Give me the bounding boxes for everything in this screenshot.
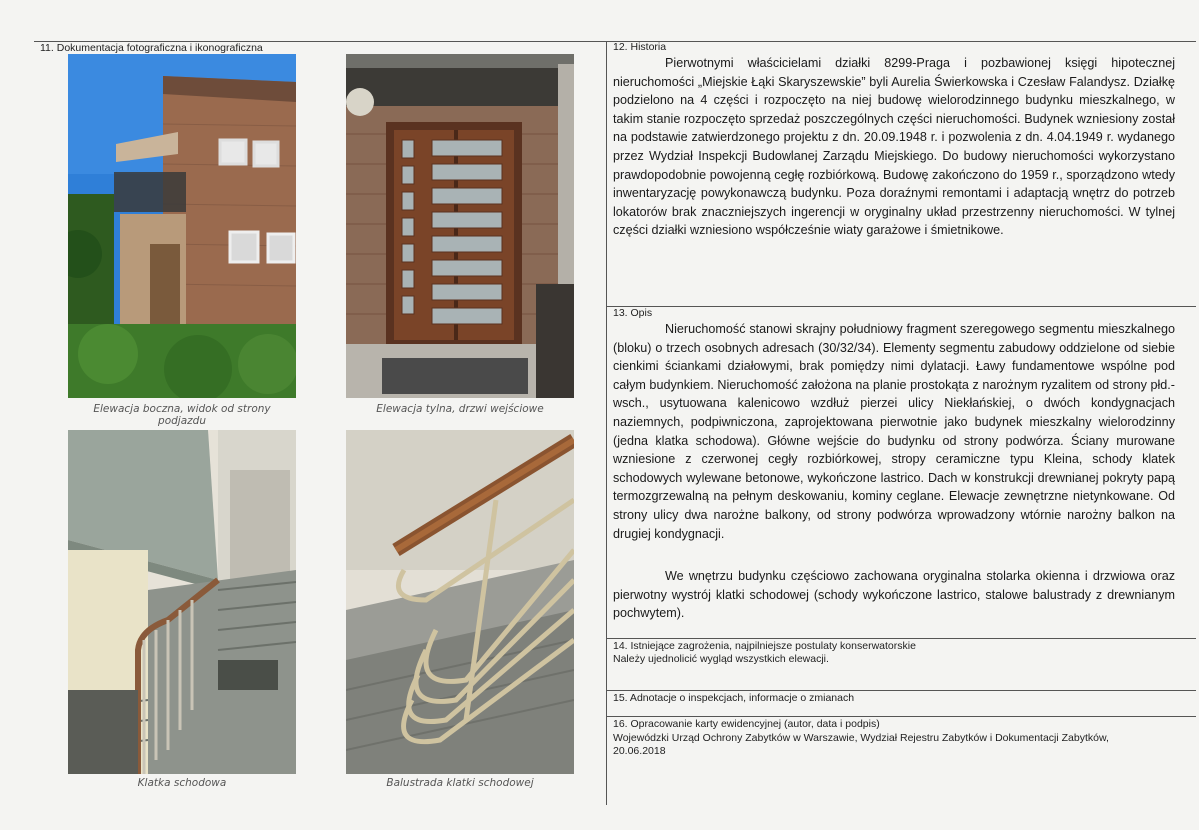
caption-staircase: Klatka schodowa (137, 777, 227, 789)
author-line-1: Wojewódzki Urząd Ochrony Zabytków w Warszawie, Wydział Rejestru Zabytków i Dokumentacji Zabytków, (613, 732, 1109, 744)
section-13-label: 13. Opis (613, 307, 653, 319)
section-12-label: 12. Historia (613, 41, 667, 53)
photo-entrance-door (346, 54, 574, 398)
threats-text: Należy ujednolicić wygląd wszystkich elewacji. (613, 653, 829, 665)
history-text: Pierwotnymi właścicielami działki 8299-Praga i pozbawionej księgi hipotecznej nieruchomości „Miejskie Łąki Skaryszewskie” byli Aurelia Świerkowska i Czesław Falandysz. Działkę podzielono na 4 części i rozpoczęto na niej budowę wielorodzinnego budynku mieszkalnego, w takim stanie rozpoczęto sprzedaż poszczególnych części nieruchomości. Budynek wzniesiony został na podstawie zatwierdzonego projektu z dn. 20.09.1948 r. i pozwolenia z dn. 4.04.1949 r. wydanego przez Wydział Inspekcji Budowlanej Zarządu Miejskiego. Do budowy nieruchomości wykorzystano prawdopodobnie powojenną cegłę rozbiórkową. Budowę zakończono do 1959 r., sporządzono wtedy inwentaryzację powykonawczą budynku. Poza doraźnymi remontami i adaptacją wnętrz do potrzeb lokatorów brak znaczniejszych ingerencji w oryginalny układ przestrzenny nieruchomości. W tylnej części działki wzniesiono współcześnie wiaty garażowe i śmietnikowe. (613, 56, 1175, 238)
caption-balustrade: Balustrada klatki schodowej (386, 777, 534, 789)
caption-side-elevation: Elewacja boczna, widok od strony podjazdu (93, 403, 271, 427)
photo-balustrade (346, 430, 574, 774)
description-text-1: Nieruchomość stanowi skrajny południowy fragment szeregowego segmentu mieszkalnego (bloku) o trzech osobnych adresach (30/32/34). Elementy segmentu zabudowy oddzielone od siebie cienkimi ściankami działowymi, brak pomiędzy nimi dylatacji. Ławy fundamentowe wspólne pod całym budynkiem. Nieruchomość założona na planie prostokąta z narożnym ryzalitem od strony płd.-wsch., usytuowana kalenicowo wzdłuż pierzei ulicy Niekłańskiej, o dwóch kondygnacjach naziemnych, podpiwniczona, zaprojektowana pierwotnie jako budynek mieszkalny wielorodzinny (jedna klatka schodowa). Główne wejście do budynku od strony podwórza. Ściany murowane wzniesione z czerwonej cegły rozbiórkowej, stropy ceramiczne typu Kleina, schody klatek schodowych wylewane betonowe, wykończone lastrico. Dach w konstrukcji drewnianej pokryty papą termozgrzewalną na pełnym deskowaniu, kominy ceglane. Elewacje zewnętrzne nietynkowane. Od strony ulicy dwa narożne balkony, od strony podwórza wprowadzony wtórnie narożny balkon na drugiej kondygnacji. (613, 322, 1175, 541)
description-text-2: We wnętrzu budynku częściowo zachowana oryginalna stolarka okienna i drzwiowa oraz pierwotny wystrój klatki schodowej (schody wykończone lastrico, stalowe balustrady z drewnianym pochwytem). (613, 569, 1175, 621)
photo-staircase (68, 430, 296, 774)
photo-side-elevation (68, 54, 296, 398)
section-14-label: 14. Istniejące zagrożenia, najpilniejsze postulaty konserwatorskie (613, 640, 916, 652)
author-date: 20.06.2018 (613, 745, 666, 757)
section-11-label: 11. Dokumentacja fotograficzna i ikonograficzna (40, 42, 263, 54)
section-15-label: 15. Adnotacje o inspekcjach, informacje o zmianach (613, 692, 855, 704)
divider-12-13 (606, 306, 1196, 307)
section-16-label: 16. Opracowanie karty ewidencyjnej (autor, data i podpis) (613, 718, 880, 730)
caption-entrance-door: Elewacja tylna, drzwi wejściowe (376, 403, 544, 415)
